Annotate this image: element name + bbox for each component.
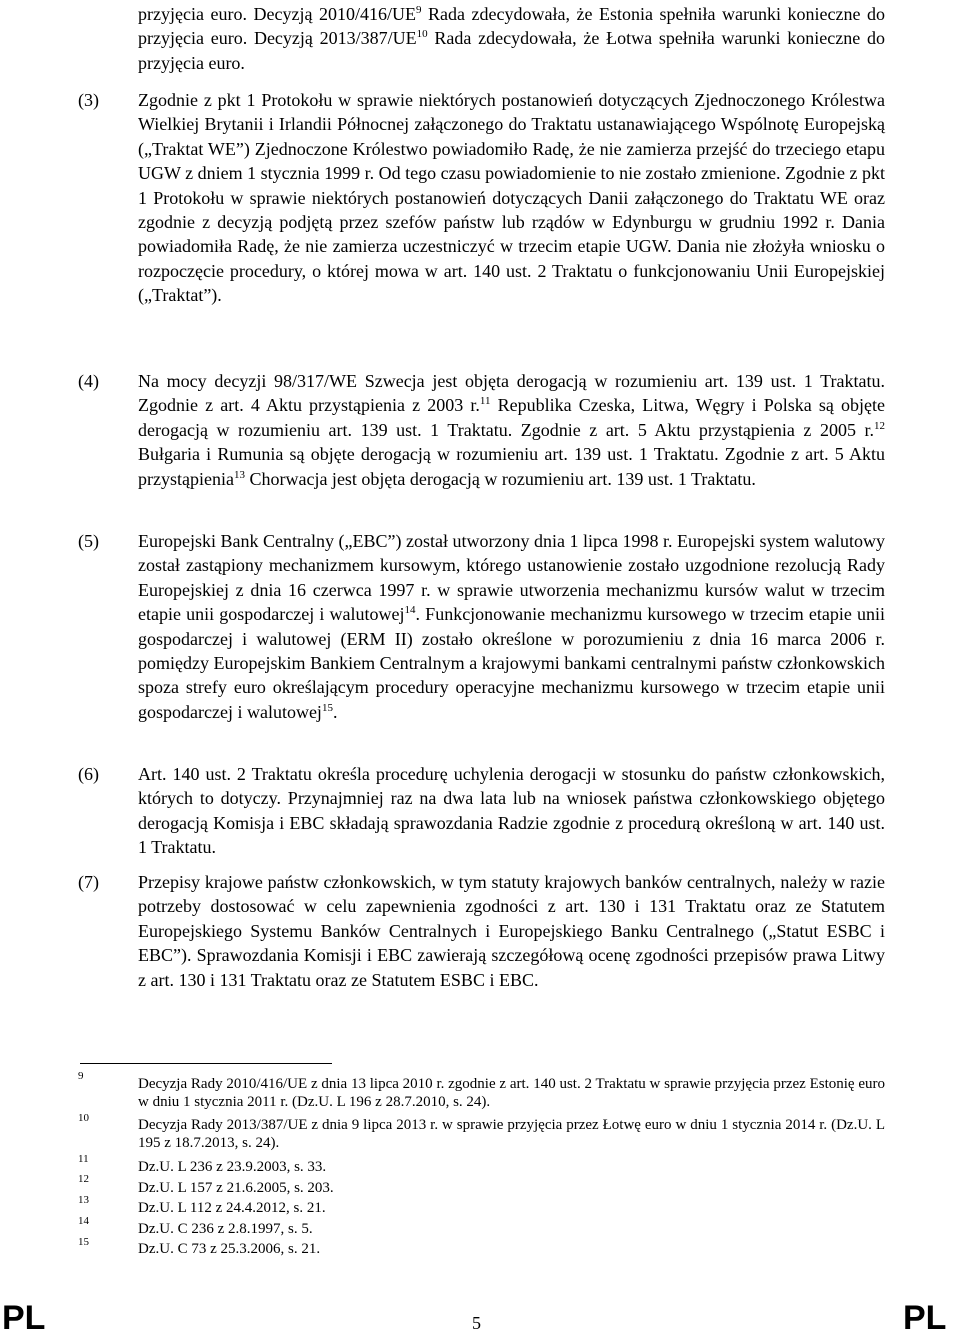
- footnote-ref-15[interactable]: 15: [321, 701, 333, 714]
- footnote-ref-10[interactable]: 10: [416, 28, 428, 41]
- footnote-text: Decyzja Rady 2013/387/UE z dnia 9 lipca 2013 r. w sprawie przyjęcia przez Łotwę euro w dniu 1 stycznia 2014 r. (Dz.U. L 195 z 18.7.2013, s. 24).: [138, 1117, 885, 1151]
- footnote-number: 15: [78, 1236, 89, 1248]
- paragraph-4: [138, 369, 885, 491]
- footnote-number: 12: [78, 1173, 89, 1185]
- footnote-text: Dz.U. C 73 z 25.3.2006, s. 21.: [138, 1241, 321, 1257]
- paragraph-number-5: (5): [78, 531, 99, 551]
- paragraph-6: Art. 140 ust. 2 Traktatu określa procedurę uchylenia derogacji w stosunku do państw członkowskich, których to dotyczy. Przynajmniej raz na dwa lata lub na wniosek państwa członkowskiego objętego derogacją Komisja i EBC składają sprawozdania Radzie zgodnie z procedurą określoną w art. 140 ust. 1 Traktatu.: [138, 764, 885, 858]
- footnote-ref-14[interactable]: 14: [404, 604, 416, 617]
- text-run: .: [332, 701, 338, 722]
- footnote-text: Decyzja Rady 2010/416/UE z dnia 13 lipca 2010 r. zgodnie z art. 140 ust. 2 Traktatu w sprawie przyjęcia przez Estonię euro w dniu 1 stycznia 2011 r. (Dz.U. L 196 z 28.7.2010, s. 24).: [138, 1076, 885, 1110]
- footnote-number: 13: [78, 1194, 89, 1206]
- footnote-ref-12[interactable]: 12: [874, 419, 885, 432]
- paragraph-number-6: (6): [78, 764, 99, 784]
- page-number: 5: [472, 1313, 481, 1333]
- footnote-text: Dz.U. L 112 z 24.4.2012, s. 21.: [138, 1200, 326, 1216]
- paragraph-7: Przepisy krajowe państw członkowskich, w tym statuty krajowych banków centralnych, należy w razie potrzeby dostosować w celu zapewnienia zgodności z art. 130 i 131 Traktatu oraz ze Statutem Europejskiego Systemu Banków Centralnych i Europejskiego Banku Centralnego („Statut ESBC i EBC”). Sprawozdania Komisji i EBC zawierają szczegółową ocenę zgodności przepisów prawa Litwy z art. 130 i 131 Traktatu oraz ze Statutem ESBC i EBC.: [138, 872, 885, 990]
- text-run: Republika Czeska, Litwa, Węgry i Polska są objęte derogacją w rozumieniu art. 139 ust. 1 Traktatu. Zgodnie z art. 5 Aktu przystąpienia z 2005 r.: [138, 395, 885, 440]
- text-run: Rada zdecydowała, że Estonia spełniła warunki konieczne do przyjęcia euro. Decyzją 2013/387/UE: [138, 4, 886, 49]
- paragraph-number-7: (7): [78, 872, 99, 892]
- paragraph-3: Zgodnie z pkt 1 Protokołu w sprawie niektórych postanowień dotyczących Zjednoczonego Królestwa Wielkiej Brytanii i Irlandii Północnej załączonego do Traktatu ustanawiającego Wspólnotę Europejską („Traktat WE”) Zjednoczone Królestwo powiadomiło Radę, że nie zamierza przejść do trzeciego etapu UGW z dniem 1 stycznia 1999 r. Od tego czasu powiadomienie to nie zostało zmienione. Zgodnie z pkt 1 Protokołu w sprawie niektórych postanowień dotyczących Danii załączonego do Traktatu WE oraz zgodnie z decyzją podjętą przez szefów państw lub rządów w Edynburgu w grudniu 1992 r. Dania powiadomiła Radę, że nie zamierza uczestniczyć w trzecim etapie UGW. Dania nie złożyła wniosku o rozpoczęcie procedury, o której mowa w art. 140 ust. 2 Traktatu o funkcjonowaniu Unii Europejskiej („Traktat”).: [138, 90, 885, 306]
- paragraph-5: [138, 529, 885, 724]
- text-run: Chorwacja jest objęta derogacją w rozumieniu art. 139 ust. 1 Traktatu.: [244, 468, 756, 489]
- footnote-text: Dz.U. C 236 z 2.8.1997, s. 5.: [138, 1221, 313, 1237]
- footnote-number: 10: [78, 1112, 89, 1124]
- footnote-number: 9: [78, 1070, 84, 1082]
- footnote-ref-13[interactable]: 13: [233, 468, 245, 481]
- footnote-number: 11: [78, 1153, 89, 1165]
- paragraph-number-4: (4): [78, 371, 99, 391]
- text-run: Rada zdecydowała, że Łotwa spełniła warunki konieczne do przyjęcia euro.: [138, 28, 886, 73]
- footnote-text: Dz.U. L 157 z 21.6.2005, s. 203.: [138, 1180, 334, 1196]
- footnote-text: Dz.U. L 236 z 23.9.2003, s. 33.: [138, 1159, 327, 1175]
- continuation-paragraph: [138, 2, 885, 75]
- footnote-number: 14: [78, 1215, 89, 1227]
- footer-language-code-left: PL: [2, 1299, 46, 1337]
- footer-language-code-right: PL: [903, 1299, 947, 1337]
- text-run: Na mocy decyzji 98/317/WE Szwecja jest objęta derogacją w rozumieniu art. 139 ust. 1 Traktatu. Zgodnie z art. 4 Aktu przystąpienia z 2003 r.: [138, 371, 885, 416]
- text-run: Bułgaria i Rumunia są objęte derogacją w rozumieniu art. 139 ust. 1 Traktatu. Zgodnie z art. 5 Aktu przystąpienia: [138, 444, 885, 489]
- text-run: . Funkcjonowanie mechanizmu kursowego w trzecim etapie unii gospodarczej i walutowej (ERM II) zostało określone w porozumieniu z dnia 16 marca 2006 r. pomiędzy Europejskim Bankiem Centralnym a krajowymi bankami centralnymi państw członkowskich spoza strefy euro określającym procedury operacyjne mechanizmu kursowego w trzecim etapie unii gospodarczej i walutowej: [138, 604, 885, 722]
- text-run: Europejski Bank Centralny („EBC”) został utworzony dnia 1 lipca 1998 r. Europejski system walutowy został zastąpiony mechanizmem kursowym, którego ustanowienie zostało uzgodnione rezolucją Rady Europejskiej z dnia 16 czerwca 1997 r. w sprawie utworzenia mechanizmu kursów walut w trzecim etapie unii gospodarczej i walutowej: [138, 531, 885, 625]
- footnote-ref-11[interactable]: 11: [479, 395, 491, 408]
- footnote-separator: [80, 1063, 332, 1064]
- footnote-ref-9[interactable]: 9: [415, 4, 422, 16]
- paragraph-number-3: (3): [78, 90, 99, 110]
- text-run: przyjęcia euro. Decyzją 2010/416/UE: [138, 4, 416, 24]
